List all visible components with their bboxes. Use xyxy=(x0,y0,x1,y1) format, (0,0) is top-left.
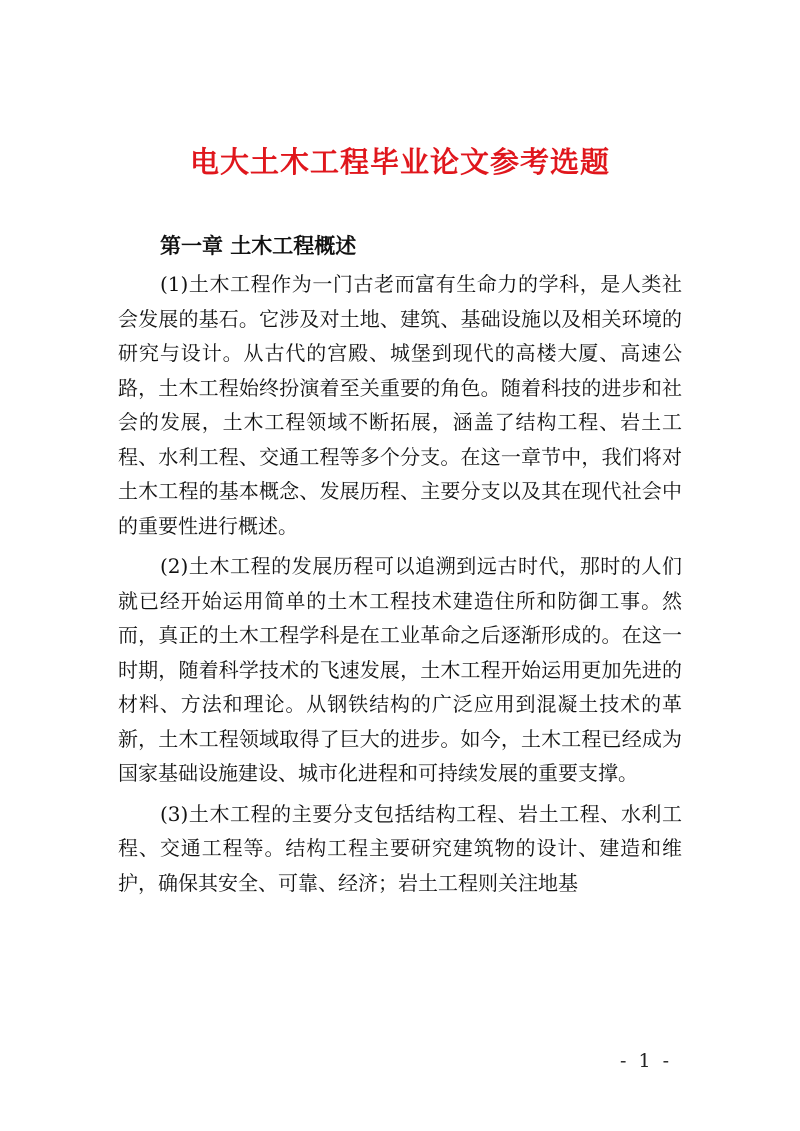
document-title: 电大土木工程毕业论文参考选题 xyxy=(189,145,610,179)
paragraph-1: (1)土木工程作为一门古老而富有生命力的学科，是人类社会发展的基石。它涉及对土地、建筑、基础设施以及相关环境的研究与设计。从古代的宫殿、城堡到现代的高楼大厦、高速公路，土木工程始终扮演着至关重要的角色。随着科技的进步和社会的发展，土木工程领域不断拓展，涵盖了结构工程、岩土工程、水利工程、交通工程等多个分支。在这一章节中，我们将对土木工程的基本概念、发展历程、主要分支以及其在现代社会中的重要性进行概述。 xyxy=(118,272,682,538)
paragraph-3: (3)土木工程的主要分支包括结构工程、岩土工程、水利工程、交通工程等。结构工程主要研究建筑物的设计、建造和维护，确保其安全、可靠、经济；岩土工程则关注地基 xyxy=(118,801,682,895)
chapter-heading: 第一章 土木工程概述 xyxy=(160,234,357,258)
page-number: - 1 - xyxy=(620,1050,673,1072)
paragraph-2: (2)土木工程的发展历程可以追溯到远古时代，那时的人们就已经开始运用简单的土木工程技术建造住所和防御工事。然而，真正的土木工程学科是在工业革命之后逐渐形成的。在这一时期，随着科学技术的飞速发展，土木工程开始运用更加先进的材料、方法和理论。从钢铁结构的广泛应用到混凝土技术的革新，土木工程领域取得了巨大的进步。如今，土木工程已经成为国家基础设施建设、城市化进程和可持续发展的重要支撑。 xyxy=(118,554,682,785)
body-text xyxy=(118,267,682,906)
